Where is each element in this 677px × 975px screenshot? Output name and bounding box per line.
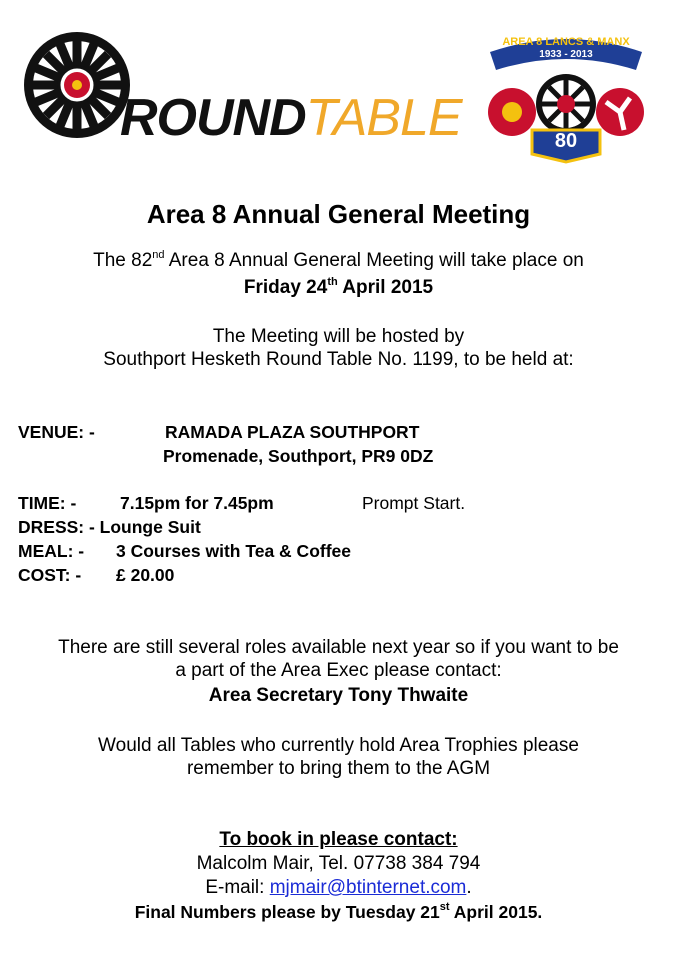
logo-round-text: ROUND — [120, 89, 306, 147]
venue-name: RAMADA PLAZA SOUTHPORT — [165, 422, 420, 442]
date-sup: th — [327, 275, 338, 288]
roles-line-2: a part of the Area Exec please contact: — [175, 660, 502, 681]
time-label: TIME: - — [18, 493, 77, 513]
trophies-line-1: Would all Tables who currently hold Area Trophies please — [98, 735, 579, 756]
booking-heading — [0, 828, 677, 851]
time-value: 7.15pm for 7.45pm — [120, 493, 274, 513]
final-sup: st — [439, 901, 450, 914]
intro-pre: The 82 — [93, 250, 153, 271]
intro-post: Area 8 Annual General Meeting will take place on — [164, 250, 584, 271]
round-table-wheel-icon — [22, 30, 132, 140]
booking-heading-text: To book in please contact: — [219, 829, 458, 850]
roles-line-1: There are still several roles available next year so if you want to be — [58, 637, 619, 658]
date-pre: Friday 24 — [243, 277, 328, 298]
area8-badge — [482, 30, 650, 165]
final-numbers — [0, 901, 677, 923]
round-table-wordmark — [120, 89, 462, 147]
cost-value: £ 20.00 — [116, 565, 175, 585]
badge-top-text: AREA 8 LANCS & MANX — [502, 36, 630, 48]
round-table-logo — [22, 30, 462, 147]
cost-label: COST: - — [18, 565, 82, 585]
badge-number-text: 80 — [554, 130, 578, 152]
badge-years-text: 1933 - 2013 — [539, 49, 593, 60]
roles-contact: Area Secretary Tony Thwaite — [208, 685, 469, 706]
final-pre: Final Numbers please by Tuesday 21 — [134, 902, 440, 922]
date-post: April 2015 — [337, 277, 434, 298]
meeting-date — [0, 276, 677, 299]
email-link[interactable]: mjmair@btinternet.com — [269, 877, 467, 898]
page-title: Area 8 Annual General Meeting — [146, 199, 531, 229]
time-note: Prompt Start. — [362, 493, 466, 513]
final-post: April 2015. — [449, 902, 543, 922]
intro-sup: nd — [152, 248, 165, 261]
email-suffix: . — [466, 877, 472, 898]
trophies-line-2: remember to bring them to the AGM — [186, 758, 491, 779]
email-label: E-mail: — [205, 877, 270, 898]
booking-contact: Malcolm Mair, Tel. 07738 384 794 — [196, 853, 481, 874]
booking-email-line — [0, 876, 677, 899]
dress-line: DRESS: - Lounge Suit — [18, 517, 201, 537]
host-line-1: The Meeting will be hosted by — [212, 326, 465, 347]
logo-table-text: TABLE — [305, 89, 462, 147]
venue-address: Promenade, Southport, PR9 0DZ — [163, 446, 434, 466]
intro-line — [0, 249, 677, 272]
host-line-2: Southport Hesketh Round Table No. 1199, to be held at: — [103, 349, 574, 370]
venue-label: VENUE: - — [18, 422, 95, 442]
meal-label: MEAL: - — [18, 541, 85, 561]
meal-value: 3 Courses with Tea & Coffee — [116, 541, 352, 561]
